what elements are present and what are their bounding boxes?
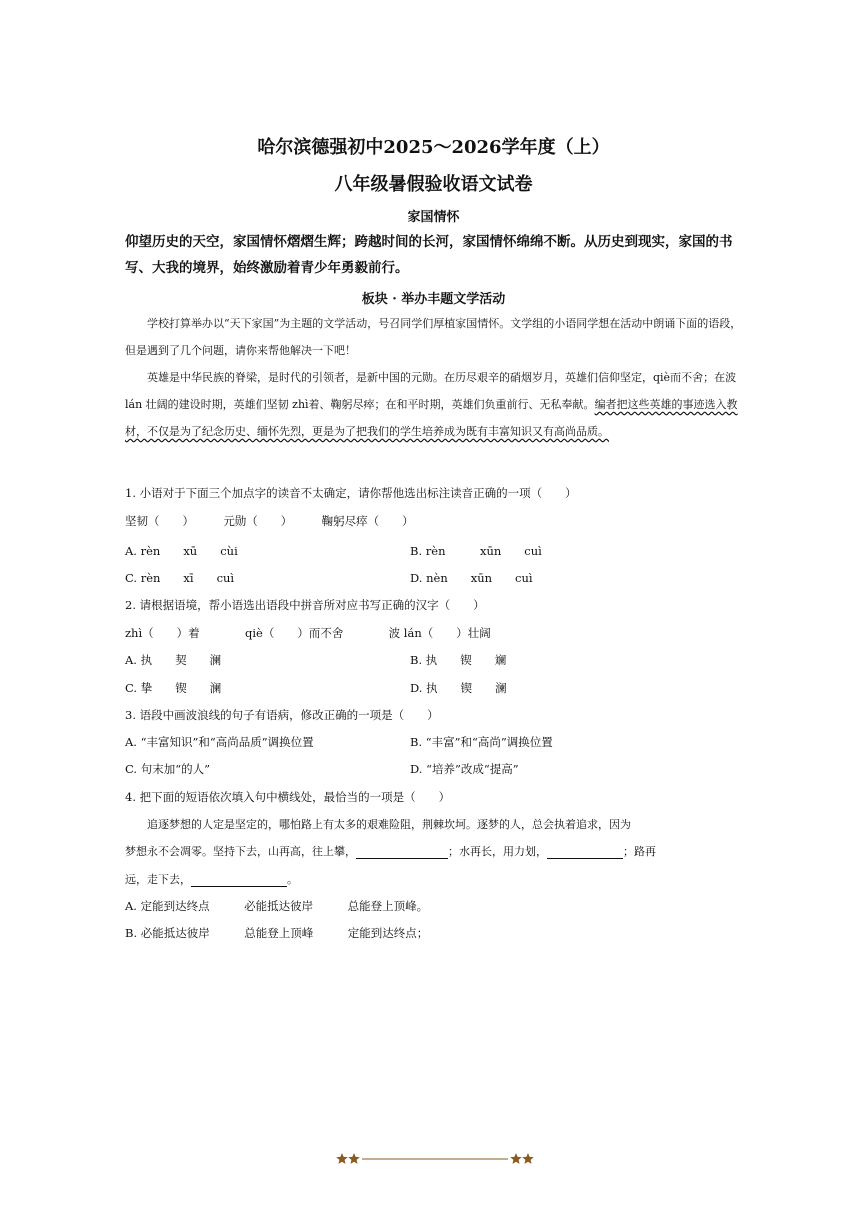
q4-passage-line3 — [125, 871, 298, 887]
q4-blank-3[interactable] — [191, 874, 287, 887]
passage-paragraph-2 — [125, 364, 745, 445]
exam-title-line1: 哈尔滨德强初中2025～2026学年度（上） — [257, 137, 610, 158]
q3-stem: 3. 语段中画波浪线的句子有语病，修改正确的一项是（ ） — [125, 708, 439, 722]
q4-stem: 4. 把下面的短语依次填入句中横线处，最恰当的一项是（ ） — [125, 790, 451, 804]
q4-blank-2[interactable] — [547, 846, 623, 859]
theme-title: 家国情怀 — [407, 210, 460, 225]
q4-text-segment: 梦想永不会凋零。坚持下去，山再高，往上攀， — [125, 845, 356, 858]
q4-text-segment: ；水再长，用力划， — [448, 845, 547, 858]
q1-words — [125, 513, 414, 529]
q4-text-segment: 远，走下去， — [125, 873, 191, 886]
exam-title-line2: 八年级暑假验收语文试卷 — [334, 174, 533, 195]
q4-option-a[interactable]: A. 定能到达终点 必能抵达彼岸 总能登上顶峰。 — [125, 899, 429, 913]
q1-stem: 1. 小语对于下面三个加点字的读音不太确定，请你帮他选出标注读音正确的一项（ ） — [125, 486, 577, 500]
q2-option-c[interactable]: C. 挚 锲 澜 — [125, 681, 222, 695]
q1-option-d[interactable]: D. nèn xūn cuì — [410, 571, 533, 585]
q2-stem: 2. 请根据语境，帮小语选出语段中拼音所对应书写正确的汉字（ ） — [125, 598, 485, 612]
footer-ornament — [336, 1152, 536, 1166]
q4-blank-1[interactable] — [356, 846, 448, 859]
q1-word-2: 元勋（ ） — [223, 514, 293, 528]
q2-item-3: 波 lán（ ）壮阔 — [388, 626, 491, 640]
intro-paragraph: 仰望历史的天空，家国情怀熠熠生辉；跨越时间的长河，家国情怀绵绵不断。从历史到现实，家国的书写、大我的境界，始终激励着青少年勇毅前行。 — [125, 234, 733, 276]
q1-option-b[interactable]: B. rèn xūn cuì — [410, 544, 542, 558]
wavy-underlined-sentence: 编者把这些英雄的事迹选入教材，不仅是为了纪念历史、缅怀先烈，更是为了把我们的学生培养成为既有丰富知识又有高尚品质。 — [125, 398, 738, 438]
q4-passage-line1: 追逐梦想的人定是坚定的，哪怕路上有太多的艰难险阻，荆棘坎坷。逐梦的人，总会执着追求，因为 — [147, 818, 631, 831]
star-icon — [510, 1153, 521, 1164]
q1-word-3: 鞠躬尽瘁（ ） — [321, 514, 414, 528]
passage-paragraph-1: 学校打算举办以“天下家国”为主题的文学活动，号召同学们厚植家国情怀。文学组的小语同学想在活动中朗诵下面的语段，但是遇到了几个问题，请你来帮他解决一下吧！ — [125, 317, 742, 357]
q3-option-a[interactable]: A. “丰富知识”和“高尚品质”调换位置 — [125, 735, 314, 749]
star-icon — [522, 1153, 533, 1164]
section-heading: 板块 · 举办丰题文学活动 — [361, 292, 506, 307]
q4-option-b[interactable]: B. 必能抵达彼岸 总能登上顶峰 定能到达终点； — [125, 926, 429, 940]
star-icon — [336, 1153, 347, 1164]
q2-item-1: zhì（ ）着 — [125, 626, 200, 640]
q2-option-a[interactable]: A. 执 契 澜 — [125, 653, 222, 667]
q2-option-b[interactable]: B. 执 锲 斓 — [410, 653, 507, 667]
q4-passage-line2 — [125, 843, 656, 859]
q1-option-a[interactable]: A. rèn xū cùi — [125, 544, 238, 558]
q1-option-c[interactable]: C. rèn xī cuì — [125, 571, 235, 585]
q3-option-c[interactable]: C. 句末加“的人” — [125, 762, 210, 776]
q1-word-1: 坚韧（ ） — [125, 514, 194, 528]
q4-text-segment: 。 — [287, 873, 298, 886]
star-icon — [348, 1153, 359, 1164]
passage-plain-text: 英雄是中华民族的脊梁，是时代的引领者，是新中国的元勋。在历尽艰辛的硝烟岁月，英雄们信仰坚定，qiè而不舍；在波 lán 壮阔的建设时期，英雄们坚韧 zhì着、鞠躬尽瘁；在和平时期，英雄们负重前行、无私奉献。 — [125, 371, 737, 411]
q4-text-segment: ；路再 — [623, 845, 656, 858]
q3-option-b[interactable]: B. “丰富”和“高尚”调换位置 — [410, 735, 553, 749]
q2-items — [125, 625, 491, 641]
q2-item-2: qiè（ ）而不舍 — [244, 626, 344, 640]
q3-option-d[interactable]: D. “培养”改成“提高” — [410, 762, 519, 776]
q2-option-d[interactable]: D. 执 锲 澜 — [410, 681, 507, 695]
